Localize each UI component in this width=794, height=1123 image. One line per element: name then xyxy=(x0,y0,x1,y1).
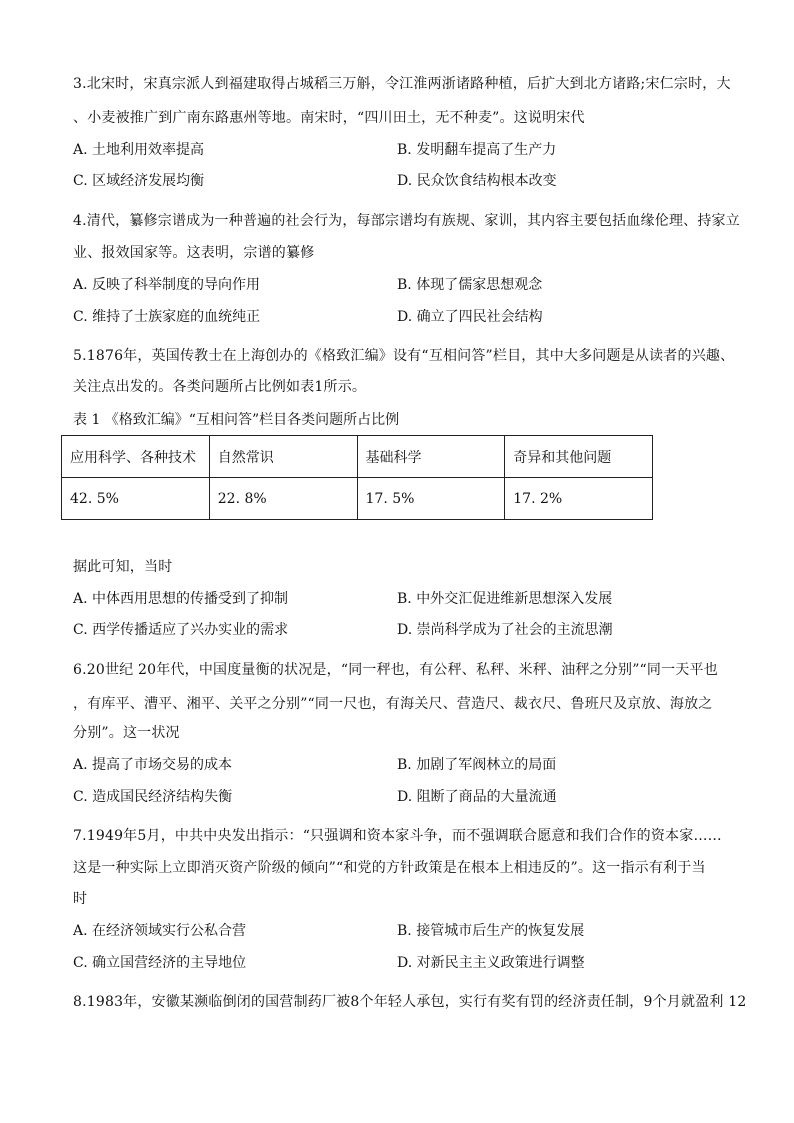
question-7-option-d: D. 对新民主主义政策进行调整 xyxy=(397,955,585,971)
question-5-stem-line-2: 关注点出发的。各类问题所占比例如表1所示。 xyxy=(73,379,367,395)
question-7-option-a: A. 在经济领域实行公私合营 xyxy=(73,923,247,939)
question-4-option-c: C. 维持了士族家庭的血统纯正 xyxy=(73,309,261,325)
question-5-option-b: B. 中外交汇促进维新思想深入发展 xyxy=(397,591,613,607)
question-6-option-d: D. 阻断了商品的大量流通 xyxy=(397,789,557,805)
question-7-option-c: C. 确立国营经济的主导地位 xyxy=(73,955,247,971)
question-4-stem-line-2: 业、报效国家等。这表明，宗谱的纂修 xyxy=(73,245,315,261)
question-6-option-b: B. 加剧了军阀林立的局面 xyxy=(397,757,557,773)
question-6-stem-line-1: 6.20世纪 20年代，中国度量衡的状况是，“同一秤也，有公秤、私秤、米秤、油秤之分别”“同一天平也 xyxy=(73,662,718,678)
question-3-stem-line-1: 3.北宋时，宋真宗派人到福建取得占城稻三万斛，令江淮两浙诸路种植，后扩大到北方诸路;宋仁宗时，大 xyxy=(73,76,731,92)
table-header-cell: 自然常识 xyxy=(209,436,357,478)
question-6-stem-line-3: 分别”。这一状况 xyxy=(73,725,180,741)
table-row xyxy=(62,436,653,478)
question-3-option-d: D. 民众饮食结构根本改变 xyxy=(397,173,557,189)
question-5-option-a: A. 中体西用思想的传播受到了抑制 xyxy=(73,591,289,607)
question-6-stem-line-2: ，有库平、漕平、湘平、关平之分别”“同一尺也，有海关尺、营造尺、裁衣尺、鲁班尺及京放、海放之 xyxy=(73,696,713,712)
question-4-option-b: B. 体现了儒家思想观念 xyxy=(397,277,543,293)
question-3-stem-line-2: 、小麦被推广到广南东路惠州等地。南宋时，“四川田土，无不种麦”。这说明宋代 xyxy=(73,110,585,126)
ratio-table xyxy=(61,435,653,520)
table-cell: 17. 2% xyxy=(505,478,653,520)
table-row xyxy=(62,478,653,520)
question-3-option-c: C. 区域经济发展均衡 xyxy=(73,173,205,189)
question-7-option-b: B. 接管城市后生产的恢复发展 xyxy=(397,923,585,939)
question-6-option-c: C. 造成国民经济结构失衡 xyxy=(73,789,233,805)
table-cell: 17. 5% xyxy=(357,478,505,520)
table-header-cell: 基础科学 xyxy=(357,436,505,478)
question-4-option-d: D. 确立了四民社会结构 xyxy=(397,309,543,325)
question-3-option-b: B. 发明翻车提高了生产力 xyxy=(397,142,557,158)
question-3-option-a: A. 土地利用效率提高 xyxy=(73,142,205,158)
question-6-option-a: A. 提高了市场交易的成本 xyxy=(73,757,233,773)
question-4-option-a: A. 反映了科举制度的导向作用 xyxy=(73,277,261,293)
table-cell: 22. 8% xyxy=(209,478,357,520)
question-5-option-c: C. 西学传播适应了兴办实业的需求 xyxy=(73,622,289,638)
table-header-cell: 奇异和其他问题 xyxy=(505,436,653,478)
question-7-stem-line-3: 时 xyxy=(73,891,88,907)
question-5-option-d: D. 崇尚科学成为了社会的主流思潮 xyxy=(397,622,613,638)
question-7-stem-line-1: 7.1949年5月，中共中央发出指示：“只强调和资本家斗争，而不强调联合愿意和我们合作的资本家…… xyxy=(73,828,722,844)
table-cell: 42. 5% xyxy=(62,478,210,520)
question-5-stem-line-1: 5.1876年，英国传教士在上海创办的《格致汇编》设有“互相问答”栏目，其中大多问题是从读者的兴趣、 xyxy=(73,348,735,364)
table-header-cell: 应用科学、各种技术 xyxy=(62,436,210,478)
question-8-stem-line-1: 8.1983年，安徽某濒临倒闭的国营制药厂被8个年轻人承包，实行有奖有罚的经济责任制，9个月就盈利 12 xyxy=(73,994,747,1010)
question-4-stem-line-1: 4.清代，纂修宗谱成为一种普遍的社会行为，每部宗谱均有族规、家训，其内容主要包括血缘伦理、持家立 xyxy=(73,213,740,229)
question-5-stem-end: 据此可知，当时 xyxy=(73,559,173,575)
question-7-stem-line-2: 这是一种实际上立即消灭资产阶级的倾向”“和党的方针政策是在根本上相违反的”。这一指示有利于当 xyxy=(73,860,706,876)
table-caption: 表 1 《格致汇编》“互相问答”栏目各类问题所占比例 xyxy=(73,412,400,428)
